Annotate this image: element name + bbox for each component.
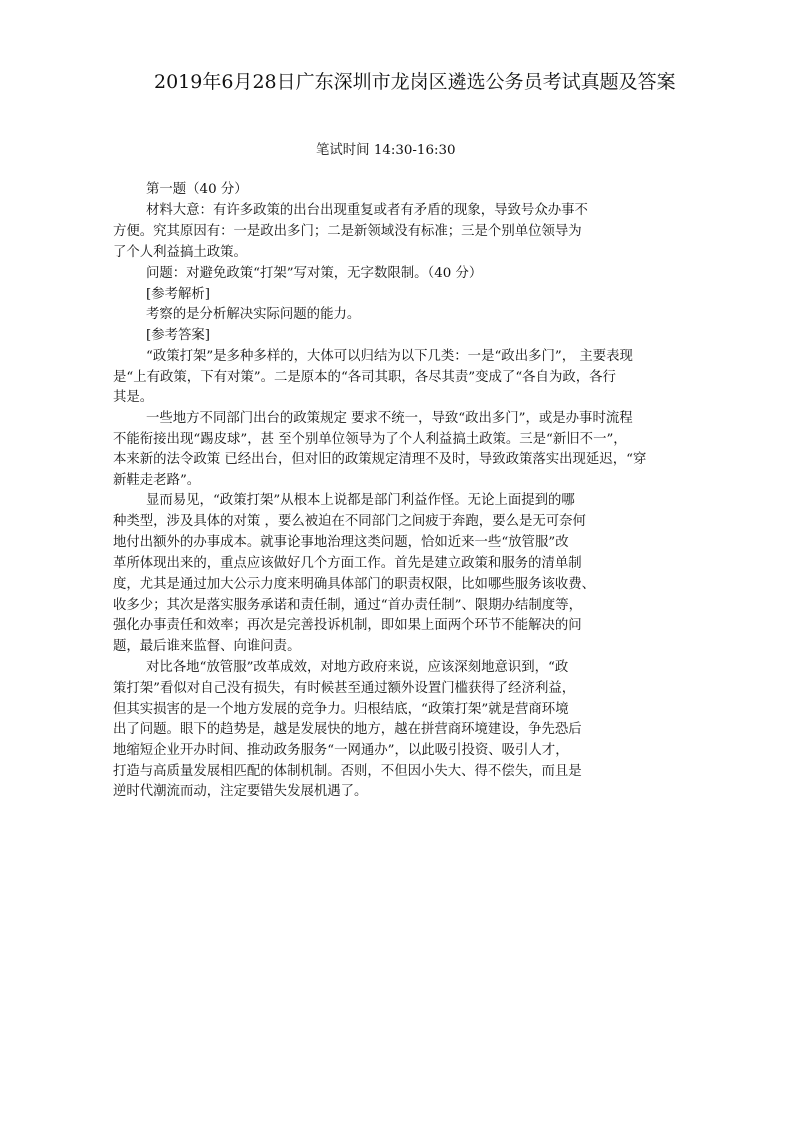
answer-line: 强化办事责任和效率；再次是完善投诉机制，即如果上面两个环节不能解决的问 bbox=[113, 618, 582, 633]
answer-line: 革所体现出来的，重点应该做好几个方面工作。首先是建立政策和服务的清单制 bbox=[113, 556, 582, 571]
answer-line: “政策打架”是多种多样的，大体可以归结为以下几类：一是“政出多门”， 主要表现 bbox=[146, 349, 633, 364]
analysis-label: [参考解析] bbox=[146, 287, 211, 302]
answer-line: 不能衔接出现“踢皮球”，甚 至个别单位领导为了个人利益搞土政策。三是“新旧不一”， bbox=[113, 432, 627, 447]
answer-line: 但其实损害的是一个地方发展的竞争力。归根结底，“政策打架”就是营商环境 bbox=[113, 702, 569, 717]
material-line: 了个人利益搞土政策。 bbox=[113, 245, 247, 260]
answer-line: 一些地方不同部门出台的政策规定 要求不统一，导致“政出多门”，或是办事时流程 bbox=[146, 411, 633, 426]
answer-line: 收多少；其次是落实服务承诺和责任制，通过“首办责任制”、限期办结制度等， bbox=[113, 598, 582, 613]
material-line: 方便。究其原因有：一是政出多门；二是新领域没有标准；三是个别单位领导为 bbox=[113, 224, 582, 239]
answer-line: 是“上有政策，下有对策”。二是原本的“各司其职，各尽其责”变成了“各自为政，各行 bbox=[113, 370, 616, 385]
answer-line: 出了问题。眼下的趋势是，越是发展快的地方，越在拼营商环境建设，争先恐后 bbox=[113, 722, 582, 737]
answer-line: 显而易见，“政策打架”从根本上说都是部门利益作怪。无论上面提到的哪 bbox=[146, 493, 575, 508]
answer-line: 其是。 bbox=[113, 390, 154, 405]
answer-line: 度，尤其是通过加大公示力度来明确具体部门的职责权限，比如哪些服务该收费、 bbox=[113, 577, 596, 592]
answer-line: 策打架”看似对自己没有损失，有时候甚至通过额外设置门槛获得了经济利益， bbox=[113, 681, 576, 696]
answer-label: [参考答案] bbox=[146, 328, 211, 343]
answer-line: 地付出额外的办事成本。就事论事地治理这类问题，恰如近来一些“放管服”改 bbox=[113, 535, 569, 550]
answer-line: 打造与高质量发展相匹配的体制机制。否则，不但因小失大、得不偿失，而且是 bbox=[113, 764, 582, 779]
answer-line: 新鞋走老路”。 bbox=[113, 473, 201, 488]
answer-line: 对比各地“放管服”改革成效，对地方政府来说，应该深刻地意识到，“政 bbox=[146, 660, 569, 675]
answer-line: 题，最后谁来监督、向谁问责。 bbox=[113, 639, 301, 654]
question-heading: 第一题（40 分） bbox=[146, 182, 248, 197]
answer-line: 本来新的法令政策 已经出台，但对旧的政策规定清理不及时，导致政策落实出现延迟，“穿 bbox=[113, 452, 647, 467]
exam-time: 笔试时间 14:30-16:30 bbox=[316, 143, 456, 158]
answer-line: 地缩短企业开办时间、推动政务服务“一网通办”，以此吸引投资、吸引人才， bbox=[113, 743, 569, 758]
material-line: 材料大意：有许多政策的出台出现重复或者有矛盾的现象，导致号众办事不 bbox=[146, 203, 588, 218]
answer-line: 逆时代潮流而动，注定要错失发展机遇了。 bbox=[113, 784, 368, 799]
answer-line: 种类型，涉及具体的对策 ，要么被迫在不同部门之间疲于奔跑，要么是无可奈何 bbox=[113, 514, 586, 529]
analysis-text: 考察的是分析解决实际问题的能力。 bbox=[146, 307, 361, 322]
page-title: 2019年6月28日广东深圳市龙岗区遴选公务员考试真题及答案 bbox=[154, 71, 676, 93]
question-prompt: 问题：对避免政策“打架”写对策，无字数限制。（40 分） bbox=[146, 266, 483, 281]
